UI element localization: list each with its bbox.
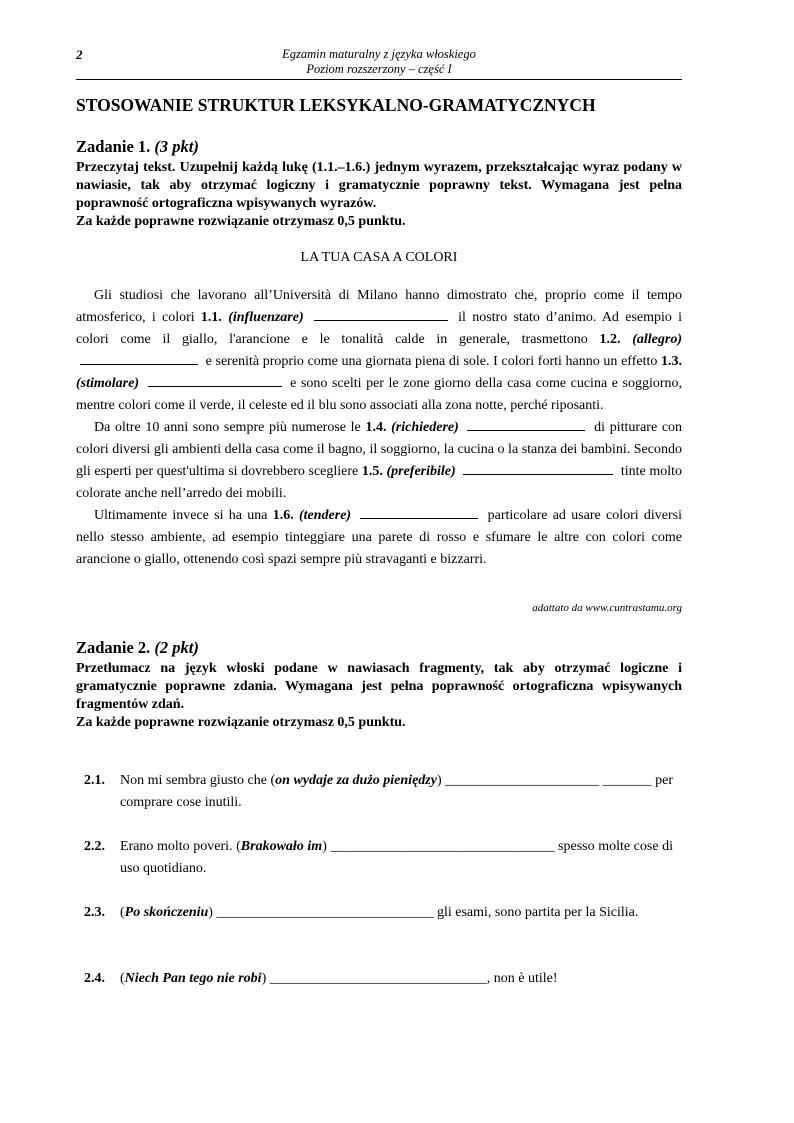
header-titles <box>76 47 682 77</box>
gap-1-2-hint: (allegro) <box>632 332 682 347</box>
header-line-1: Egzamin maturalny z języka włoskiego <box>282 47 476 61</box>
gap-1-6-number: 1.6. <box>272 508 294 523</box>
gap-1-5-number: 1.5. <box>361 464 383 479</box>
translation-hint: on wydaje za dużo pieniędzy <box>275 773 437 788</box>
gap-1-5-hint: (preferibile) <box>386 464 456 479</box>
task1-points: (3 pkt) <box>154 137 199 156</box>
task1-instructions <box>76 159 682 231</box>
gap-1-6-field[interactable] <box>360 505 478 519</box>
answer-blank[interactable]: _______________________________ <box>216 905 434 920</box>
reading-paragraph-2: Da oltre 10 anni sono sempre più numerose le 1.4. (richiedere) di pitturare con colori diversi gli ambienti della casa come il bagno, il soggiorno, la cucina o la stanza dei bambini. Secondo gli esperti per quest'ultima si dovrebbero scegliere 1.5. (preferibile) tinte molto colorate anche nell’arredo dei mobili. <box>76 417 682 505</box>
task1-scoring: Za każde poprawne rozwiązanie otrzymasz 0,5 punktu. <box>76 214 406 229</box>
gap-1-3-number: 1.3. <box>661 354 683 369</box>
task2-title <box>76 638 199 658</box>
header-line-2: Poziom rozszerzony – część I <box>306 62 452 76</box>
task2-instructions <box>76 660 682 732</box>
gap-1-1-number: 1.1. <box>200 310 222 325</box>
task2-instruction-text: Przetłumacz na język włoski podane w nawiasach fragmenty, tak aby otrzymać logiczne i gramatycznie poprawne zdania. Wymagana jest pełna poprawność ortograficzna wpisywanych fragmentów zdań. <box>76 661 682 712</box>
translation-hint: Po skończeniu <box>124 905 209 920</box>
translation-hint: Brakowało im <box>240 839 323 854</box>
task2-scoring: Za każde poprawne rozwiązanie otrzymasz 0,5 punktu. <box>76 715 406 730</box>
gap-1-3-field[interactable] <box>148 373 282 387</box>
answer-blank[interactable]: ________________________________ <box>330 839 555 854</box>
task1-title <box>76 137 199 157</box>
page-header <box>76 47 682 80</box>
gap-1-1-hint: (influenzare) <box>228 310 304 325</box>
answer-blank[interactable]: _______________________________ <box>269 971 487 986</box>
section-title: STOSOWANIE STRUKTUR LEKSYKALNO-GRAMATYCZNYCH <box>76 95 596 115</box>
page-number: 2 <box>76 47 83 62</box>
answer-blank[interactable]: ______________________ _______ <box>445 773 652 788</box>
gap-1-1-field[interactable] <box>314 307 448 321</box>
gap-1-2-number: 1.2. <box>599 332 621 347</box>
gap-1-5-field[interactable] <box>463 461 613 475</box>
translation-hint: Niech Pan tego nie robi <box>124 971 262 986</box>
task2-points: (2 pkt) <box>154 638 199 657</box>
reading-text <box>76 285 682 571</box>
gap-1-2-field[interactable] <box>80 351 198 365</box>
task1-instruction-text: Przeczytaj tekst. Uzupełnij każdą lukę (1.1.–1.6.) jednym wyrazem, przekształcając wyraz podany w nawiasie, tak aby otrzymać logiczny i gramatycznie poprawny tekst. Wymagana jest pełna poprawność ortograficzna wpisywanych wyrazów. <box>76 160 682 211</box>
gap-1-4-field[interactable] <box>467 417 585 431</box>
task2-label: Zadanie 2. <box>76 638 151 657</box>
gap-1-3-hint: (stimolare) <box>76 376 139 391</box>
gap-1-6-hint: (tendere) <box>298 508 352 523</box>
task1-label: Zadanie 1. <box>76 137 151 156</box>
text-source: adattato da www.cuntrastamu.org <box>532 602 682 614</box>
gap-1-4-hint: (richiedere) <box>391 420 459 435</box>
reading-paragraph-3: Ultimamente invece si ha una 1.6. (tendere) particolare ad usare colori diversi nello stesso ambiente, ad esempio tinteggiare una parete di rosso e sfumare le altre con colori come arancione o giallo, ottenendo così spazi sempre più stravaganti e bizzarri. <box>76 505 682 571</box>
reading-title: LA TUA CASA A COLORI <box>300 250 458 265</box>
gap-1-4-number: 1.4. <box>365 420 387 435</box>
reading-paragraph-1: Gli studiosi che lavorano all’Università di Milano hanno dimostrato che, proprio come il tempo atmosferico, i colori 1.1. (influenzare) il nostro stato d’animo. Ad esempio i colori come il giallo, l'arancione e le tonalità calde in generale, trasmettono 1.2. (allegro) e serenità proprio come una giornata piena di sole. I colori forti hanno un effetto 1.3. (stimolare) e sono scelti per le zone giorno della casa come cucina e soggiorno, mentre colori come il verde, il celeste ed il blu sono associati alla zona notte, perché riposanti. <box>76 288 683 413</box>
